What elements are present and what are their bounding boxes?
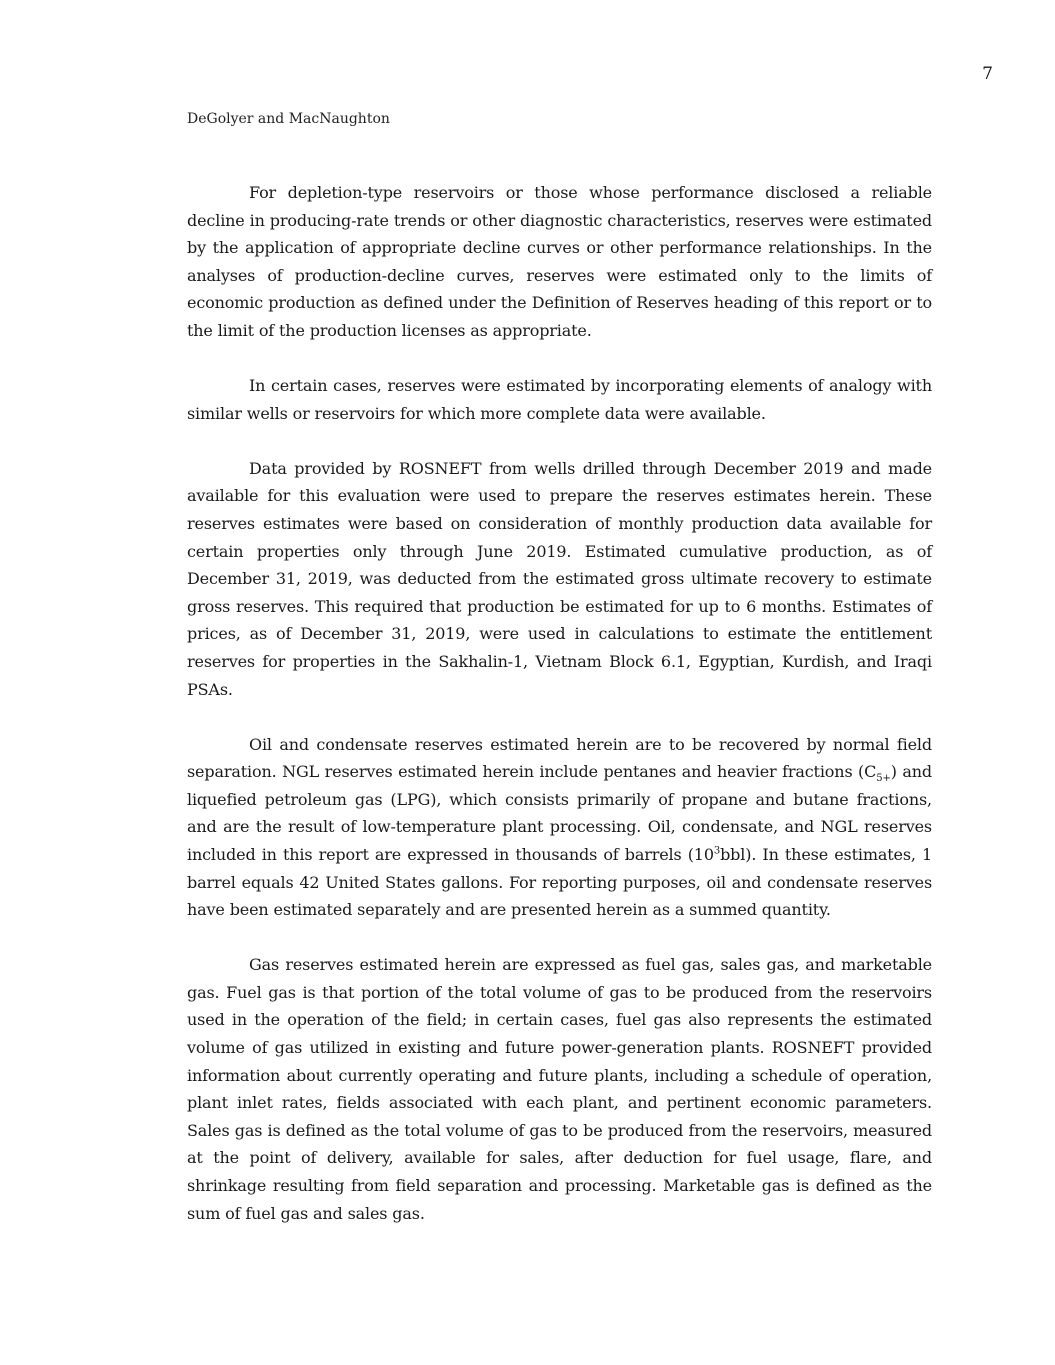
document-body: [187, 179, 932, 1255]
subscript-c5plus: 5+: [876, 773, 891, 785]
paragraph-text-segment: bbl). In these estimates, 1 barrel equals 42 United States gallons. For reporting purposes, oil and condensate reserves have been estimated separately and are presented herein as a summed quantity.: [187, 844, 933, 920]
page-number: 7: [982, 64, 993, 84]
running-header: DeGolyer and MacNaughton: [187, 111, 390, 127]
paragraph-gas-reserves: Gas reserves estimated herein are expressed as fuel gas, sales gas, and marketable gas. Fuel gas is that portion of the total volume of gas to be produced from the reservoirs used in the operation of the field; in certain cases, fuel gas also represents the estimated volume of gas utilized in existing and future power-generation plants. ROSNEFT provided information about currently operating and future plants, including a schedule of operation, plant inlet rates, fields associated with each plant, and pertinent economic parameters. Sales gas is defined as the total volume of gas to be produced from the reservoirs, measured at the point of delivery, available for sales, after deduction for fuel usage, flare, and shrinkage resulting from field separation and processing. Marketable gas is defined as the sum of fuel gas and sales gas.: [187, 955, 932, 1223]
superscript-three: 3: [713, 845, 721, 857]
paragraph-decline-curves: For depletion-type reservoirs or those whose performance disclosed a reliable decline in producing-rate trends or other diagnostic characteristics, reserves were estimated by the application of appropriate decline curves or other performance relationships. In the analyses of production-decline curves, reserves were estimated only to the limits of economic production as defined under the Definition of Reserves heading of this report or to the limit of the production licenses as appropriate.: [187, 183, 932, 340]
paragraph-data-provided: Data provided by ROSNEFT from wells drilled through December 2019 and made available for this evaluation were used to prepare the reserves estimates herein. These reserves estimates were based on consideration of monthly production data available for certain properties only through June 2019. Estimated cumulative production, as of December 31, 2019, was deducted from the estimated gross ultimate recovery to estimate gross reserves. This required that production be estimated for up to 6 months. Estimates of prices, as of December 31, 2019, were used in calculations to estimate the entitlement reserves for properties in the Sakhalin-1, Vietnam Block 6.1, Egyptian, Kurdish, and Iraqi PSAs.: [187, 458, 932, 699]
paragraph-text-segment: Oil and condensate reserves estimated herein are to be recovered by normal field separation. NGL reserves estimated herein include pentanes and heavier fractions (C: [187, 734, 932, 782]
paragraph-text-segment: ) and liquefied petroleum gas (LPG), which consists primarily of propane and butane fractions, and are the result of low-temperature plant processing. Oil, condensate, and NGL reserves included in this report are expressed in thousands of barrels (10: [187, 762, 932, 864]
paragraph-oil-condensate-ngl: [187, 731, 932, 924]
paragraph-analogy: In certain cases, reserves were estimated by incorporating elements of analogy with similar wells or reservoirs for which more complete data were available.: [187, 376, 932, 423]
